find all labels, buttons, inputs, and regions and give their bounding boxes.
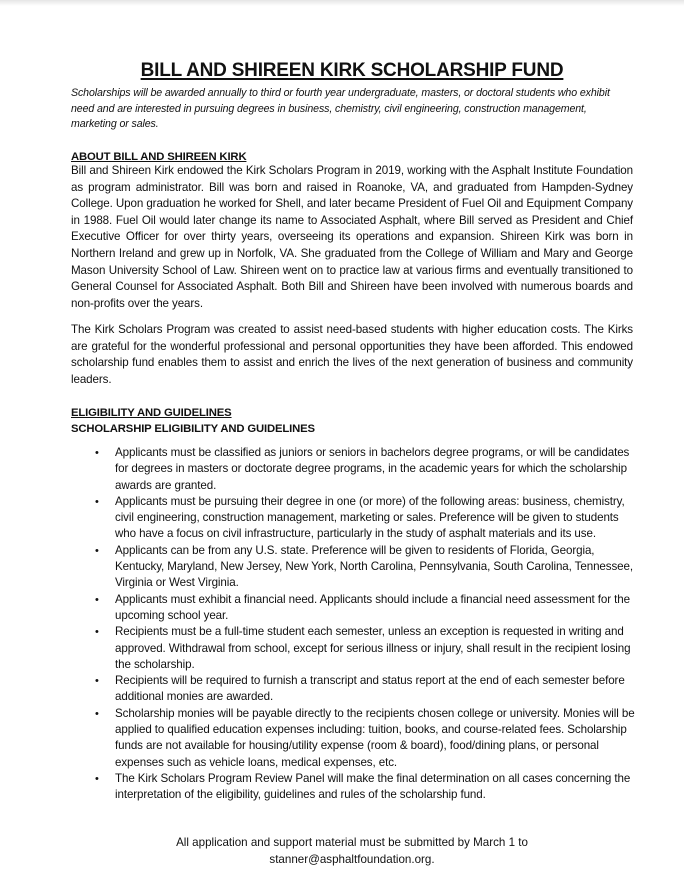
bullet-icon: • [95,772,99,785]
bullet-icon: • [95,447,99,459]
bullet-icon: • [95,675,99,688]
list-item-text: Applicants can be from any U.S. state. Preference will be given to residents of Florida, Georgia, Kentucky, Maryland, New Jersey, New York, North Carolina, Pennsylvania, South Carolina, Tennessee, Virginia or West Virginia. [115,543,633,590]
about-paragraph-1: Bill and Shireen Kirk endowed the Kirk Scholars Program in 2019, working with the Asphalt Institute Foundation as program administrator. Bill was born and raised in Roanoke, VA, and graduated from Hampden-Sydney College. Upon graduation he worked for Shell, and later became President of Fuel Oil and Equipment Company in 1988. Fuel Oil would later change its name to Associated Asphalt, where Bill served as President and Chief Executive Officer for over thirty years, overseeing its operations and expansion. Shireen Kirk was born in Northern Ireland and grew up in Norfolk, VA. She graduated from the College of William and Mary and George Mason University School of Law. Shireen went on to practice law at various firms and eventually transitioned to General Counsel for Associated Asphalt. Both Bill and Shireen have been involved with numerous boards and non-profits over the years. [71,164,633,310]
intro-text: Scholarships will be awarded annually to third or fourth year undergraduate, masters, or doctoral students who exhibit need and are interested in pursuing degrees in business, chemistry, civil engineering, construction management, marketing or sales. [71,87,610,130]
list-item [95,706,635,771]
eligibility-subheading: SCHOLARSHIP ELIGIBILITY AND GUIDELINES [71,423,315,435]
footer-text: All application and support material must be submitted by March 1 to [176,836,528,849]
about-heading: ABOUT BILL AND SHIREEN KIRK [71,151,247,163]
bullet-icon: • [95,544,99,557]
list-item [95,494,635,543]
list-item [95,771,635,804]
bullet-icon: • [95,626,99,639]
list-item-text: Scholarship monies will be payable directly to the recipients chosen college or university. Monies will be applied to qualified education expenses including: tuition, books, and course-related fees. Scholarship funds are not available for housing/utility expense (room & board), food/dining plans, or personal expenses such as vehicle loans, medical expenses, etc. [115,706,635,769]
eligibility-list [95,445,635,804]
list-item-text: Applicants must be classified as juniors or seniors in bachelors degree programs, or will be candidates for degrees in masters or doctorate degree programs, in the academic years for which the scholarship awards are granted. [115,446,630,492]
list-item-text: Applicants must be pursuing their degree in one (or more) of the following areas: business, chemistry, civil engineering, construction management, marketing or sales. Preference will be given to students who have a focus on civil infrastructure, particularly in the study of asphalt materials and its use. [115,494,625,541]
eligibility-heading: ELIGIBILITY AND GUIDELINES [71,407,232,419]
about-paragraph-2: The Kirk Scholars Program was created to assist need-based students with higher education costs. The Kirks are grateful for the wonderful professional and personal opportunities they have been afforded. This endowed scholarship fund enables them to assist and enrich the lives of the next generation of business and community leaders. [71,323,633,386]
viewer-top-shadow [0,0,684,6]
list-item [95,624,635,673]
list-item [95,673,635,706]
list-item-text: Recipients must be a full-time student each semester, unless an exception is requested in writing and approved. Withdrawal from school, except for serious illness or injury, shall result in the recipient losing the scholarship. [115,625,631,671]
bullet-icon: • [95,707,99,720]
list-item-text: Recipients will be required to furnish a transcript and status report at the end of each semester before additional monies are awarded. [115,674,625,704]
list-item-text: Applicants must exhibit a financial need. Applicants should include a financial need assessment for the upcoming school year. [115,592,630,622]
list-item [95,592,635,625]
document-title: BILL AND SHIREEN KIRK SCHOLARSHIP FUND [140,60,564,81]
list-item-text: The Kirk Scholars Program Review Panel will make the final determination on all cases concerning the interpretation of the eligibility, guidelines and rules of the scholarship fund. [115,771,631,802]
list-item [95,543,635,592]
bullet-icon: • [95,593,99,606]
list-item [95,445,635,494]
contact-email-link[interactable]: stanner@asphaltfoundation.org. [269,853,435,866]
submission-footer [71,834,633,868]
bullet-icon: • [95,495,99,508]
